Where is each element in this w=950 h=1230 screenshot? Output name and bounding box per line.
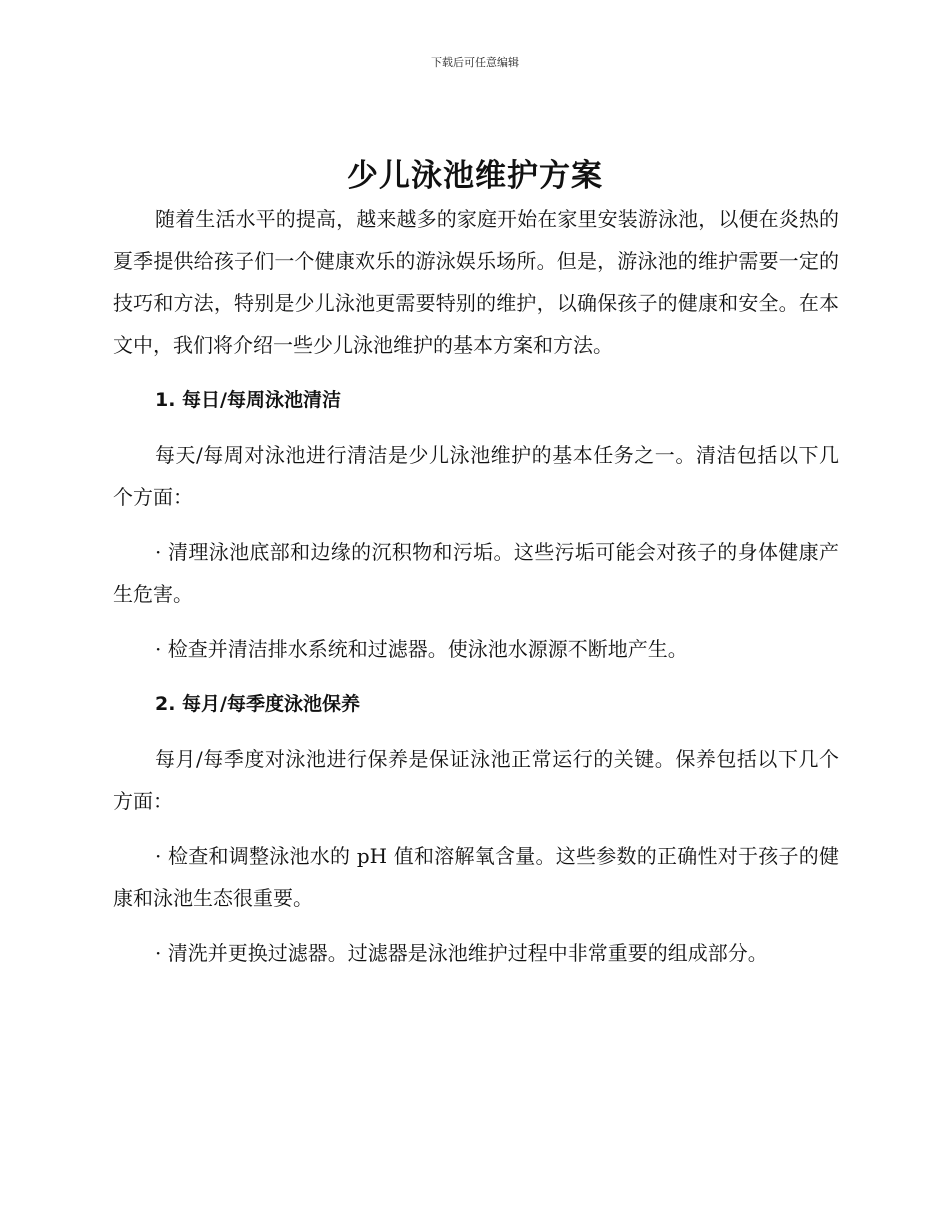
section-1-item-1: · 清理泳池底部和边缘的沉积物和污垢。这些污垢可能会对孩子的身体健康产生危害。 — [113, 540, 839, 606]
section-2-heading: 2. 每月/每季度泳池保养 — [155, 693, 360, 715]
document-body — [113, 198, 839, 974]
section-2-body: 每月/每季度对泳池进行保养是保证泳池正常运行的关键。保养包括以下几个方面： — [113, 747, 839, 813]
section-1-item-2: · 检查并清洁排水系统和过滤器。使泳池水源源不断地产生。 — [155, 637, 688, 661]
header-note: 下载后可任意编辑 — [431, 56, 519, 69]
section-1-body: 每天/每周对泳池进行清洁是少儿泳池维护的基本任务之一。清洁包括以下几个方面： — [113, 443, 839, 509]
section-2-item-2: · 清洗并更换过滤器。过滤器是泳池维护过程中非常重要的组成部分。 — [155, 941, 768, 965]
intro-paragraph: 随着生活水平的提高，越来越多的家庭开始在家里安装游泳池，以便在炎热的夏季提供给孩子们一个健康欢乐的游泳娱乐场所。但是，游泳池的维护需要一定的技巧和方法，特别是少儿泳池更需要特别的维护，以确保孩子的健康和安全。在本文中，我们将介绍一些少儿泳池维护的基本方案和方法。 — [113, 207, 839, 357]
section-2-item-1: · 检查和调整泳池水的 pH 值和溶解氧含量。这些参数的正确性对于孩子的健康和泳池生态很重要。 — [113, 844, 839, 910]
section-1-heading: 1. 每日/每周泳池清洁 — [155, 389, 341, 411]
document-title: 少儿泳池维护方案 — [347, 158, 603, 194]
